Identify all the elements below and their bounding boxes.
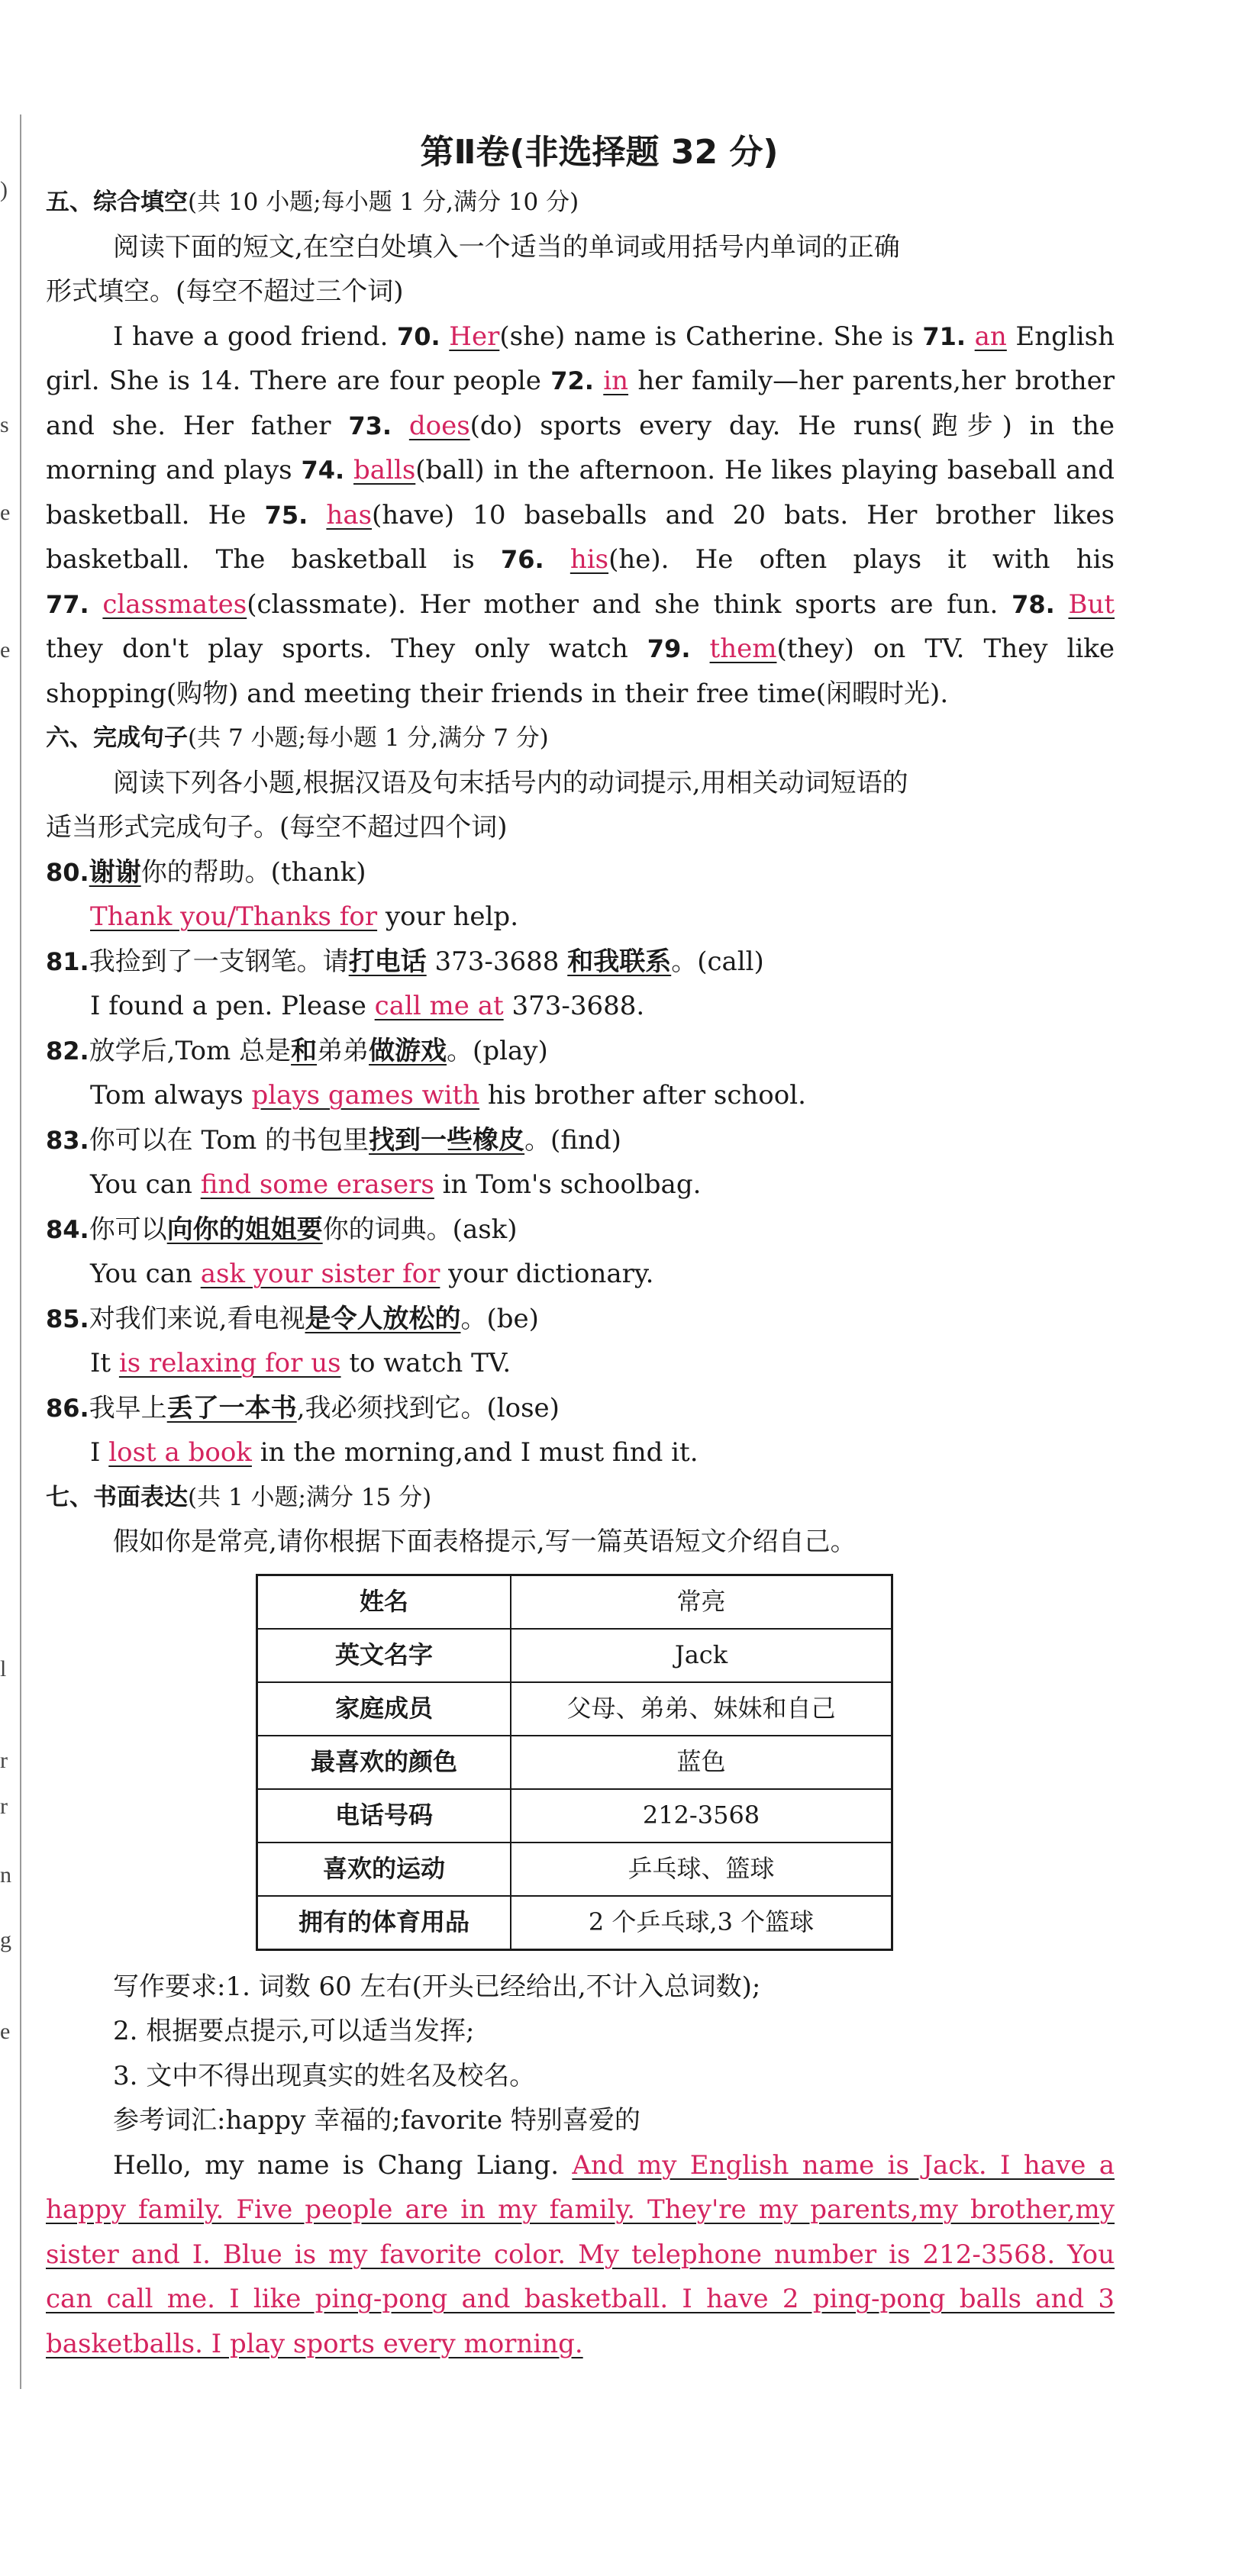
sentence-text: in Tom's schoolbag. [434, 1169, 702, 1200]
question-86-answer [46, 1430, 1115, 1475]
passage-text: (do) sports every day. He runs(跑步) in the [469, 410, 1115, 441]
answer-75: has [326, 499, 373, 530]
question-82-prompt [46, 1029, 1115, 1074]
prompt-text: 放学后,Tom 总是 [89, 1035, 292, 1066]
answer-78: But [1068, 588, 1115, 620]
prompt-text: 你可以 [89, 1214, 167, 1245]
section-7-instruction: 假如你是常亮,请你根据下面表格提示,写一篇英语短文介绍自己。 [113, 1527, 857, 1557]
prompt-text: 。(play) [447, 1035, 548, 1066]
prompt-text: 。(find) [524, 1124, 621, 1156]
essay-line-3: sister and I. Blue is my favorite color. My telephone number is 212-3568. You [46, 2239, 1115, 2270]
table-value: 2 个乒乓球,3 个篮球 [511, 1896, 892, 1950]
passage-line-9: shopping(购物) and meeting their friends in their free time(闲暇时光). [46, 678, 949, 709]
question-80-answer [46, 895, 1115, 940]
margin-fragment: n [0, 1862, 11, 1888]
passage-line-5 [46, 493, 1115, 538]
prompt-text: 弟弟 [317, 1035, 369, 1066]
writing-requirement-3: 3. 文中不得出现真实的姓名及校名。 [113, 2060, 536, 2091]
table-value: 212-3568 [511, 1789, 892, 1843]
passage-text: and she. Her father [46, 410, 349, 441]
passage-text: (she) name is Catherine. She is [499, 321, 923, 352]
answer-82: plays games with [251, 1080, 480, 1111]
blank-number: 71. [922, 321, 966, 351]
sentence-text: I [90, 1437, 109, 1468]
question-84-answer [46, 1252, 1115, 1297]
table-key: 喜欢的运动 [257, 1843, 511, 1896]
table-row [257, 1843, 892, 1896]
answer-80: Thank you/Thanks for [90, 901, 378, 932]
section-7-heading [46, 1475, 1115, 1520]
sentence-text: your help. [377, 901, 519, 932]
section-5-note: (共 10 小题;每小题 1 分,满分 10 分) [188, 189, 579, 216]
key-phrase: 打电话 [348, 946, 427, 977]
sentence-text: 373-3688. [503, 991, 645, 1021]
passage-text: English [1006, 321, 1115, 352]
question-80-prompt [46, 850, 1115, 895]
writing-requirement-2: 2. 根据要点提示,可以适当发挥; [113, 2016, 475, 2046]
question-number: 81. [46, 946, 89, 976]
passage-text: (he). He often plays it with his [608, 544, 1115, 575]
blank-number: 72. [550, 366, 594, 395]
prompt-text: 对我们来说,看电视 [89, 1303, 305, 1334]
answer-83: find some erasers [200, 1169, 434, 1200]
sentence-text: to watch TV. [340, 1348, 511, 1378]
prompt-text: 373-3688 [426, 946, 568, 977]
passage-line-7 [46, 582, 1115, 627]
answer-74: balls [353, 455, 416, 485]
section-6-instruction: 阅读下列各小题,根据汉语及句末括号内的动词提示,用相关动词短语的 [113, 767, 908, 798]
answer-85: is relaxing for us [118, 1348, 341, 1378]
passage-text: basketball. The basketball is [46, 544, 501, 575]
essay-answer: And my English name is Jack. I have a [572, 2149, 1115, 2181]
passage-text: her family—her parents,her brother [628, 366, 1115, 396]
table-key: 最喜欢的颜色 [257, 1736, 511, 1789]
essay-line-5 [46, 2322, 1115, 2367]
table-key: 家庭成员 [257, 1682, 511, 1736]
question-81-answer [46, 984, 1115, 1029]
key-phrase: 丢了一本书 [166, 1392, 297, 1423]
margin-fragment: e [0, 637, 11, 663]
table-row [257, 1682, 892, 1736]
prompt-text: 你的帮助。(thank) [140, 856, 366, 888]
blank-number: 78. [1012, 589, 1055, 619]
sentence-text: Tom always [90, 1080, 252, 1111]
blank-number: 76. [500, 545, 544, 574]
sentence-text: You can [90, 1259, 201, 1289]
binding-margin-line [20, 114, 21, 2389]
passage-text: I have a good friend. [113, 321, 397, 352]
table-key: 英文名字 [257, 1629, 511, 1682]
answer-86: lost a book [108, 1437, 252, 1468]
answer-70: Her [449, 321, 500, 352]
prompt-text: 你可以在 Tom 的书包里 [89, 1124, 369, 1156]
question-number: 80. [46, 857, 89, 887]
section-6-note: (共 7 小题;每小题 1 分,满分 7 分) [188, 724, 549, 752]
prompt-text: 。(call) [671, 946, 764, 977]
passage-line-4 [46, 448, 1115, 493]
section-5-title: 五、综合填空 [46, 189, 188, 216]
section-7-title: 七、书面表达 [46, 1483, 188, 1511]
table-value: 蓝色 [511, 1736, 892, 1789]
blank-number: 77. [46, 589, 89, 619]
key-phrase: 向你的姐姐要 [166, 1214, 323, 1245]
answer-76: his [569, 544, 609, 575]
section-6-heading [46, 716, 1115, 761]
sentence-text: his brother after school. [479, 1080, 806, 1111]
section-6-title: 六、完成句子 [46, 724, 188, 752]
answer-79: them [709, 634, 777, 664]
margin-fragment: ) [0, 177, 8, 202]
essay-given-start: Hello, my name is Chang Liang. [113, 2149, 573, 2181]
passage-text: morning and plays [46, 455, 302, 485]
answer-77: classmates [102, 588, 247, 620]
section-7-note: (共 1 小题;满分 15 分) [188, 1483, 432, 1511]
passage-text: basketball. He [46, 499, 265, 530]
question-85-answer [46, 1341, 1115, 1386]
answer-81: call me at [374, 991, 504, 1021]
table-key: 姓名 [257, 1575, 511, 1629]
section-6-instruction-cont: 适当形式完成句子。(每空不超过四个词) [46, 812, 508, 843]
key-phrase: 做游戏 [369, 1035, 447, 1066]
key-phrase: 谢谢 [89, 856, 141, 888]
essay-line-2: happy family. Five people are in my family. They're my parents,my brother,my [46, 2194, 1115, 2225]
section-5-instruction-cont: 形式填空。(每空不超过三个词) [46, 276, 404, 307]
passage-line-3 [46, 404, 1115, 449]
margin-fragment: r [0, 1748, 8, 1773]
question-number: 86. [46, 1393, 89, 1423]
table-key: 电话号码 [257, 1789, 511, 1843]
answer-71: an [974, 321, 1007, 352]
passage-text: they don't play sports. They only watch [46, 634, 647, 664]
sentence-text: You can [90, 1169, 201, 1200]
key-phrase: 找到一些橡皮 [369, 1124, 525, 1156]
blank-number: 73. [348, 411, 392, 440]
question-83-prompt [46, 1118, 1115, 1163]
exam-content [46, 130, 1115, 2366]
info-table [256, 1574, 893, 1951]
answer-72: in [603, 366, 629, 396]
passage-text: (have) 10 baseballs and 20 bats. Her brother likes [372, 499, 1115, 530]
table-value: 乒乓球、篮球 [511, 1843, 892, 1896]
margin-fragment: r [0, 1794, 8, 1819]
blank-number: 70. [397, 321, 440, 351]
table-value: 常亮 [511, 1575, 892, 1629]
page-title: 第Ⅱ卷(非选择题 32 分) [420, 133, 779, 172]
table-row [257, 1736, 892, 1789]
essay-answer: basketballs. I play sports every morning. [46, 2328, 583, 2359]
section-5-instruction: 阅读下面的短文,在空白处填入一个适当的单词或用括号内单词的正确 [113, 231, 900, 263]
passage-line-6 [46, 537, 1115, 582]
blank-number: 79. [647, 634, 691, 663]
passage-line-2 [46, 359, 1115, 404]
question-81-prompt [46, 940, 1115, 985]
passage-text: girl. She is 14. There are four people [46, 366, 551, 396]
passage-line-8 [46, 627, 1115, 672]
blank-number: 75. [264, 500, 308, 530]
question-number: 85. [46, 1304, 89, 1333]
passage-text: (ball) in the afternoon. He likes playing baseball and [415, 455, 1115, 485]
blank-number: 74. [301, 456, 345, 485]
table-row [257, 1629, 892, 1682]
margin-fragment: l [0, 1656, 7, 1681]
passage-line-1 [46, 314, 1115, 359]
table-row [257, 1896, 892, 1950]
prompt-text: 我捡到了一支钢笔。请 [89, 946, 349, 977]
answer-73: does [408, 410, 470, 441]
question-82-answer [46, 1073, 1115, 1118]
question-number: 83. [46, 1125, 89, 1155]
key-phrase: 和我联系 [567, 946, 672, 977]
essay-line-1 [46, 2143, 1115, 2188]
table-value: Jack [511, 1629, 892, 1682]
question-84-prompt [46, 1207, 1115, 1253]
prompt-text: ,我必须找到它。(lose) [296, 1392, 560, 1423]
question-85-prompt [46, 1297, 1115, 1342]
question-83-answer [46, 1162, 1115, 1207]
table-row [257, 1575, 892, 1629]
prompt-text: 。(be) [460, 1303, 539, 1334]
sentence-text: I found a pen. Please [90, 991, 375, 1021]
question-number: 82. [46, 1036, 89, 1066]
sentence-text: in the morning,and I must find it. [251, 1437, 699, 1468]
sentence-text: It [90, 1348, 119, 1378]
question-86-prompt [46, 1386, 1115, 1431]
essay-line-4: can call me. I like ping-pong and basketball. I have 2 ping-pong balls and 3 [46, 2284, 1115, 2314]
sentence-text: your dictionary. [440, 1259, 654, 1289]
prompt-text: 你的词典。(ask) [322, 1214, 518, 1245]
margin-fragment: s [0, 412, 9, 437]
key-phrase: 是令人放松的 [305, 1303, 461, 1334]
passage-text: (they) on TV. They like [776, 634, 1115, 664]
table-key: 拥有的体育用品 [257, 1896, 511, 1950]
reference-vocabulary: 参考词汇:happy 幸福的;favorite 特别喜爱的 [113, 2105, 640, 2136]
prompt-text: 我早上 [89, 1392, 167, 1423]
question-number: 84. [46, 1214, 89, 1244]
margin-fragment: g [0, 1927, 11, 1952]
margin-fragment: e [0, 2019, 11, 2044]
table-row [257, 1789, 892, 1843]
table-value: 父母、弟弟、妹妹和自己 [511, 1682, 892, 1736]
writing-requirement-1: 写作要求:1. 词数 60 左右(开头已经给出,不计入总词数); [113, 1971, 761, 2002]
margin-fragment: e [0, 500, 11, 525]
key-phrase: 和 [291, 1035, 318, 1066]
passage-text: (classmate). Her mother and she think sports are fun. [247, 588, 1012, 620]
answer-84: ask your sister for [200, 1259, 440, 1289]
section-5-heading [46, 180, 1115, 225]
